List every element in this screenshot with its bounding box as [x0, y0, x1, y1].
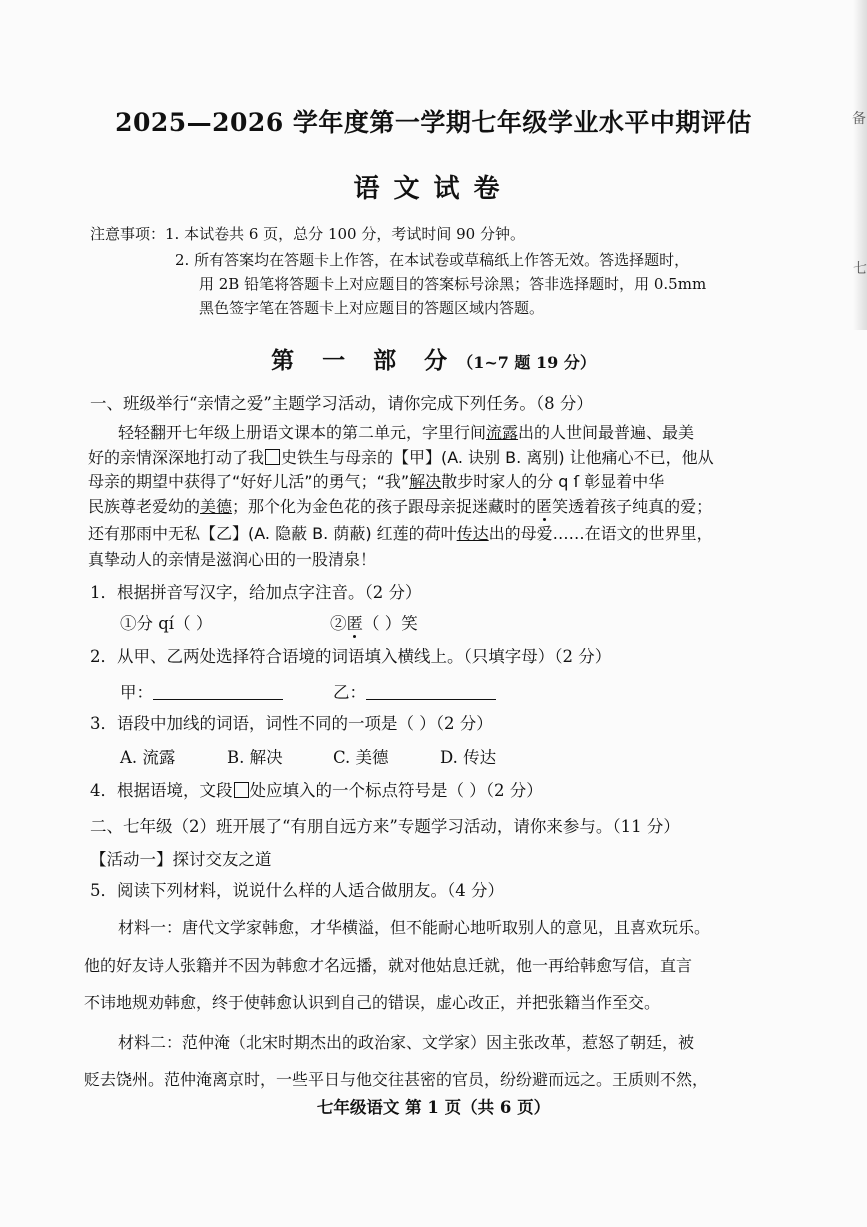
material-line: 不讳地规劝韩愈，终于使韩愈认识到自己的错误，虚心改正，并把张籍当作至交。: [84, 993, 661, 1012]
answer-blank: [366, 685, 496, 700]
underlined-word: 流露: [486, 423, 519, 442]
q4-text: 4．根据语境，文段: [90, 781, 233, 800]
blank-box: [234, 782, 249, 798]
passage-text: 轻轻翻开七年级上册语文课本的第二单元，字里行间: [118, 423, 487, 442]
material-line: 贬去饶州。范仲淹离京时，一些平日与他交往甚密的官员，纷纷避而远之。王质则不然，: [84, 1070, 709, 1089]
part-title: [0, 342, 867, 375]
q4-text: 处应填入的一个标点符号是（ ）（2 分）: [249, 781, 543, 800]
page-footer: 七年级语文 第 1 页（共 6 页）: [316, 1098, 551, 1117]
passage-line: 真挚动人的亲情是滋润心田的一股清泉！: [88, 550, 377, 569]
q1-item-a: ①分 qí（ ）: [120, 614, 213, 633]
q3-option: A. 流露: [120, 748, 176, 767]
passage-text: 好的亲情深深地打动了我: [88, 448, 265, 467]
notice-item: 1. 本试卷共 6 页，总分 100 分，考试时间 90 分钟。: [165, 225, 525, 243]
passage-text: 出的母爱……在语文的世界里，: [488, 524, 713, 543]
dotted-char: 匿: [536, 497, 553, 516]
material-line: 他的好友诗人张籍并不因为韩愈才名远播，就对他姑息迁就，他一再给韩愈写信，直言: [84, 956, 693, 975]
underlined-word: 美德: [200, 497, 233, 516]
notice-item: 用 2B 铅笔将答题卡上对应题目的答案标号涂黑；答非选择题时，用 0.5mm: [199, 275, 707, 293]
page-edge-shadow: [853, 0, 867, 330]
passage-text: 史铁生与母亲的【甲】(A. 诀别 B. 离别) 让他痛心不已，他从: [281, 448, 714, 467]
passage-line: [88, 521, 713, 544]
passage-text: 散步时家人的分 q ſ 彰显着中华: [441, 472, 665, 491]
question-5: 5．阅读下列材料，说说什么样的人适合做朋友。（4 分）: [90, 881, 504, 900]
material-line: 材料一：唐代文学家韩愈，才华横溢，但不能耐心地听取别人的意见，且喜欢玩乐。: [118, 918, 711, 937]
question-4: [90, 777, 543, 801]
q1-item-b-num: ②: [330, 614, 347, 633]
passage-line: [88, 445, 714, 468]
q3-option: B. 解决: [227, 748, 283, 767]
question-3: 3．语段中加线的词语，词性不同的一项是（ ）（2 分）: [90, 714, 493, 733]
underlined-word: 传达: [456, 524, 489, 543]
blank-box: [265, 449, 280, 465]
passage-text: 还有那雨中无私【乙】(A. 隐蔽 B. 荫蔽) 红莲的荷叶: [88, 524, 457, 543]
passage-text: 民族尊老爱幼的: [88, 497, 201, 516]
q1-item-b: [330, 610, 418, 634]
q2-answer-a: [120, 679, 283, 703]
underlined-word: 解决: [409, 472, 442, 491]
q2-answer-b: [333, 679, 496, 703]
q3-option: D. 传达: [440, 748, 497, 767]
q3-option: C. 美德: [333, 748, 389, 767]
q2-label-a: 甲：: [120, 683, 153, 702]
notice-item: 黑色签字笔在答题卡上对应题目的答题区域内答题。: [199, 299, 545, 317]
part-title-main: 第 一 部 分: [271, 347, 458, 374]
q2-label-b: 乙：: [333, 683, 366, 702]
notice-label: 注意事项：: [90, 225, 166, 243]
passage-text: 笑透着孩子纯真的爱；: [552, 497, 713, 516]
passage-text: 出的人世间最普遍、最美: [518, 423, 695, 442]
question-1: 1．根据拼音写汉字，给加点字注音。（2 分）: [90, 583, 422, 602]
edge-glyph: 备: [852, 111, 866, 127]
section-heading: 二、七年级（2）班开展了“有朋自远方来”专题学习活动，请你来参与。（11 分）: [90, 817, 680, 836]
exam-subtitle: 语文试卷: [353, 174, 514, 204]
activity-heading: 【活动一】探讨交友之道: [90, 850, 272, 869]
section-heading: 一、班级举行“亲情之爱”主题学习活动，请你完成下列任务。（8 分）: [90, 394, 593, 413]
passage-line: [88, 469, 664, 492]
passage-line: [118, 420, 694, 443]
passage-text: 母亲的期望中获得了“好好儿活”的勇气；“我”: [88, 472, 410, 491]
question-2: 2．从甲、乙两处选择符合语境的词语填入横线上。（只填字母）（2 分）: [90, 647, 612, 666]
material-line: 材料二：范仲淹（北宋时期杰出的政治家、文学家）因主张改革，惹怒了朝廷，被: [118, 1033, 695, 1052]
exam-title: 2025—2026 学年度第一学期七年级学业水平中期评估: [115, 108, 752, 137]
q1-item-b-rest: （ ）笑: [363, 614, 418, 633]
notice-line: [90, 223, 525, 244]
passage-text: ；那个化为金色花的孩子跟母亲捉迷藏时的: [232, 497, 537, 516]
notice-item: 2. 所有答案均在答题卡上作答，在本试卷或草稿纸上作答无效。答选择题时，: [175, 251, 690, 269]
edge-glyph: 七: [853, 261, 867, 277]
dotted-char: 匿: [346, 614, 363, 633]
part-title-score: （1~7 题 19 分）: [457, 353, 596, 372]
answer-blank: [153, 685, 283, 700]
passage-line: [88, 494, 712, 517]
